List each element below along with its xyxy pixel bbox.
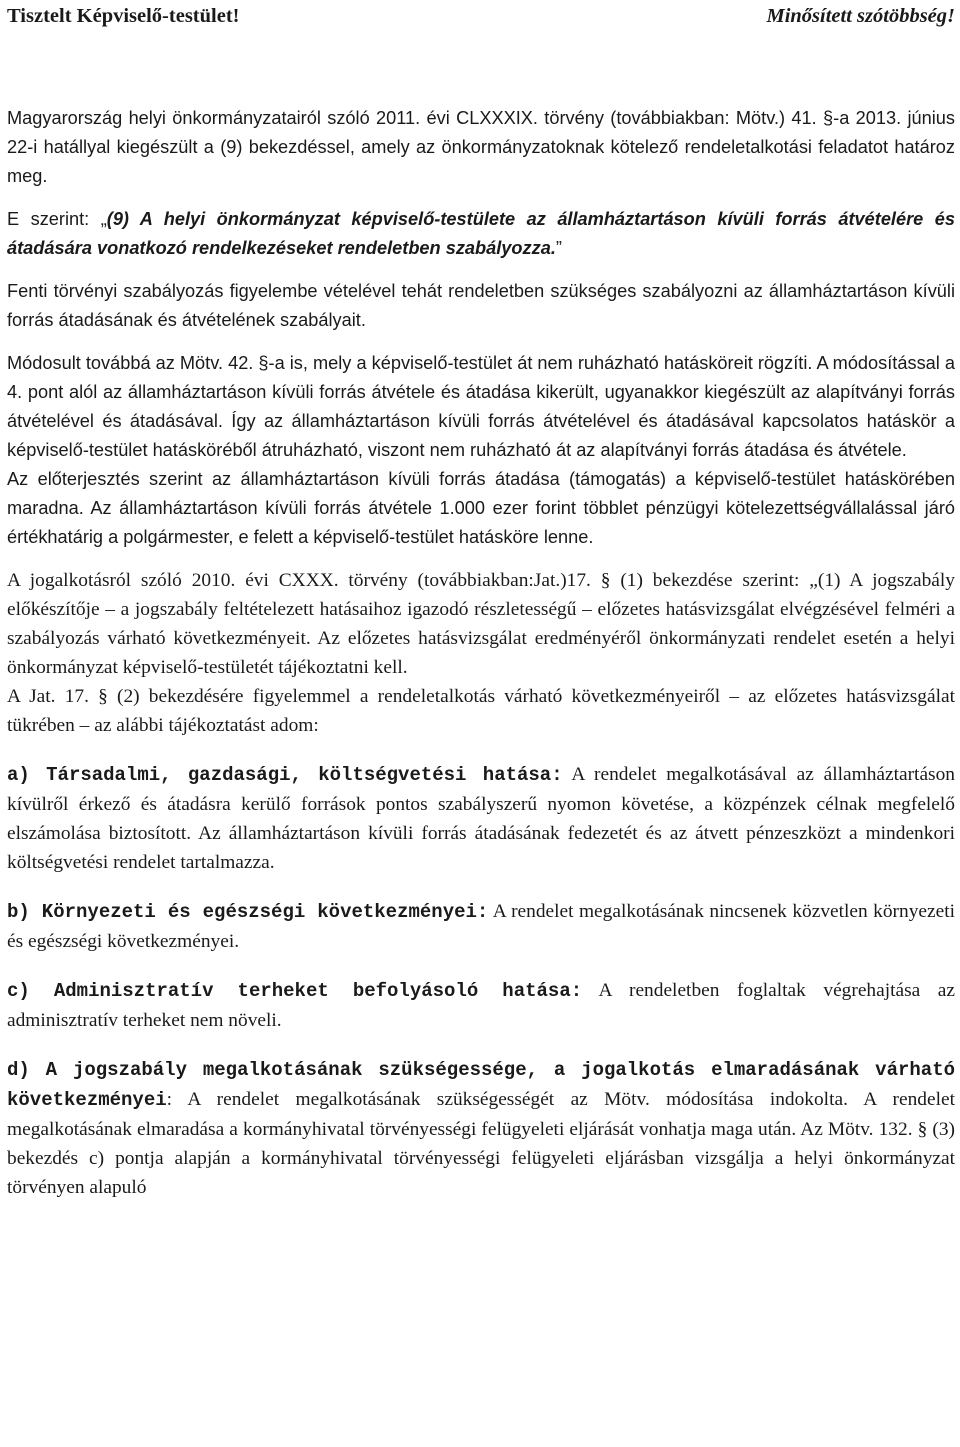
quote-close: ” [555,238,562,258]
header-voting-requirement: Minősített szótöbbség! [766,5,955,27]
section-heading-d: d) A jogszabály megalkotásának szükségessége, a jogalkotás elmaradásának várható következményei [7,1059,955,1111]
document-page [7,0,955,1202]
document-header [7,2,955,30]
section-heading-b: b) Környezeti és egészségi következményei: [7,901,489,923]
paragraph-competence-change: Módosult továbbá az Mötv. 42. §-a is, mely a képviselő-testület át nem ruházható hatásköreit rögzíti. A módosítással a 4. pont alól az államháztartáson kívüli forrás átvétele és átadása kikerült, ugyanakkor kiegészült az alapítványi forrás átvételével és átadásával. Így az államháztartáson kívüli forrás átvételével és átadásával kapcsolatos hatáskör a képviselő-testület hatásköréből átruházható, viszont nem ruházható át az alapítványi forrás átadása és átvétele. [7,353,955,460]
section-social-economic-impact [7,760,955,877]
section-heading-a: a) Társadalmi, gazdasági, költségvetési hatása: [7,764,563,786]
section-body-d: : A rendelet megalkotásának szükségességét az Mötv. módosítása indokolta. A rendelet megalkotásának elmaradása a kormányhivatal törvényességi felügyeleti eljárását vonhatja maga után. Az Mötv. 132. § (3) bekezdés c) pontja alapján a kormányhivatal törvényességi felügyeleti eljárásban vizsgálja a helyi önkormányzat törvényen alapuló [7,1089,955,1198]
paragraph-jat-information: A Jat. 17. § (2) bekezdésére figyelemmel a rendeletalkotás várható következményeiről – az előzetes hatásvizsgálat tükrében – az alábbi tájékoztatást adom: [7,686,955,736]
section-body-b: A rendelet megalkotásának nincsenek közvetlen környezeti és egészségi következményei. [7,901,955,952]
section-administrative-impact [7,976,955,1035]
paragraph-mötv-amendment: Magyarország helyi önkormányzatairól szóló 2011. évi CLXXXIX. törvény (továbbiakban: Mötv.) 41. §-a 2013. június 22-i hatállyal kiegészült a (9) bekezdéssel, amely az önkormányzatoknak kötelező rendeletalkotási feladatot határoz meg. [7,108,955,186]
quote-intro: E szerint: „ [7,209,107,229]
header-greeting: Tisztelt Képviselő-testület! [7,5,240,27]
paragraph-proposal-competence: Az előterjesztés szerint az államháztartáson kívüli forrás átadása (támogatás) a képviselő-testület hatáskörében maradna. Az államháztartáson kívüli forrás átvétele 1.000 ezer forint többlet pénzügyi kötelezettségvállalással járó értékhatárig a polgármester, e felett a képviselő-testület hatásköre lenne. [7,469,955,547]
section-body-a: A rendelet megalkotásával az államháztartáson kívülről érkező és átadásra kerülő források pontos szabályszerű nyomon követése, a közpénzek célnak megfelelő elszámolása biztosított. Az államháztartáson kívüli forrás átadásának fedezetét és az átvett pénzeszközt a mindenkori költségvetési rendelet tartalmazza. [7,764,955,873]
quoted-provision-text: (9) A helyi önkormányzat képviselő-testülete az államháztartáson kívüli forrás átvételére és átadására vonatkozó rendelkezéseket rendeletben szabályozza. [7,209,956,258]
section-heading-c: c) Adminisztratív terheket befolyásoló hatása: [7,980,583,1002]
paragraph-jat-impact-assessment: A jogalkotásról szóló 2010. évi CXXX. törvény (továbbiakban:Jat.)17. § (1) bekezdése szerint: „(1) A jogszabály előkészítője – a jogszabály feltételezett hatásaihoz igazodó részletességű – előzetes hatásvizsgálat elvégzésével felméri a szabályozás várható következményeit. Az előzetes hatásvizsgálat eredményéről önkormányzati rendelet esetén a helyi önkormányzat képviselő-testületét tájékoztatni kell. [7,570,955,678]
section-necessity [7,1055,955,1202]
paragraph-quoted-provision [7,205,955,263]
section-environmental-impact [7,897,955,956]
paragraph-regulation-need: Fenti törvényi szabályozás figyelembe vételével tehát rendeletben szükséges szabályozni az államháztartáson kívüli forrás átadásának és átvételének szabályait. [7,281,955,330]
section-body-c: A rendeletben foglaltak végrehajtása az adminisztratív terheket nem növeli. [7,980,955,1031]
